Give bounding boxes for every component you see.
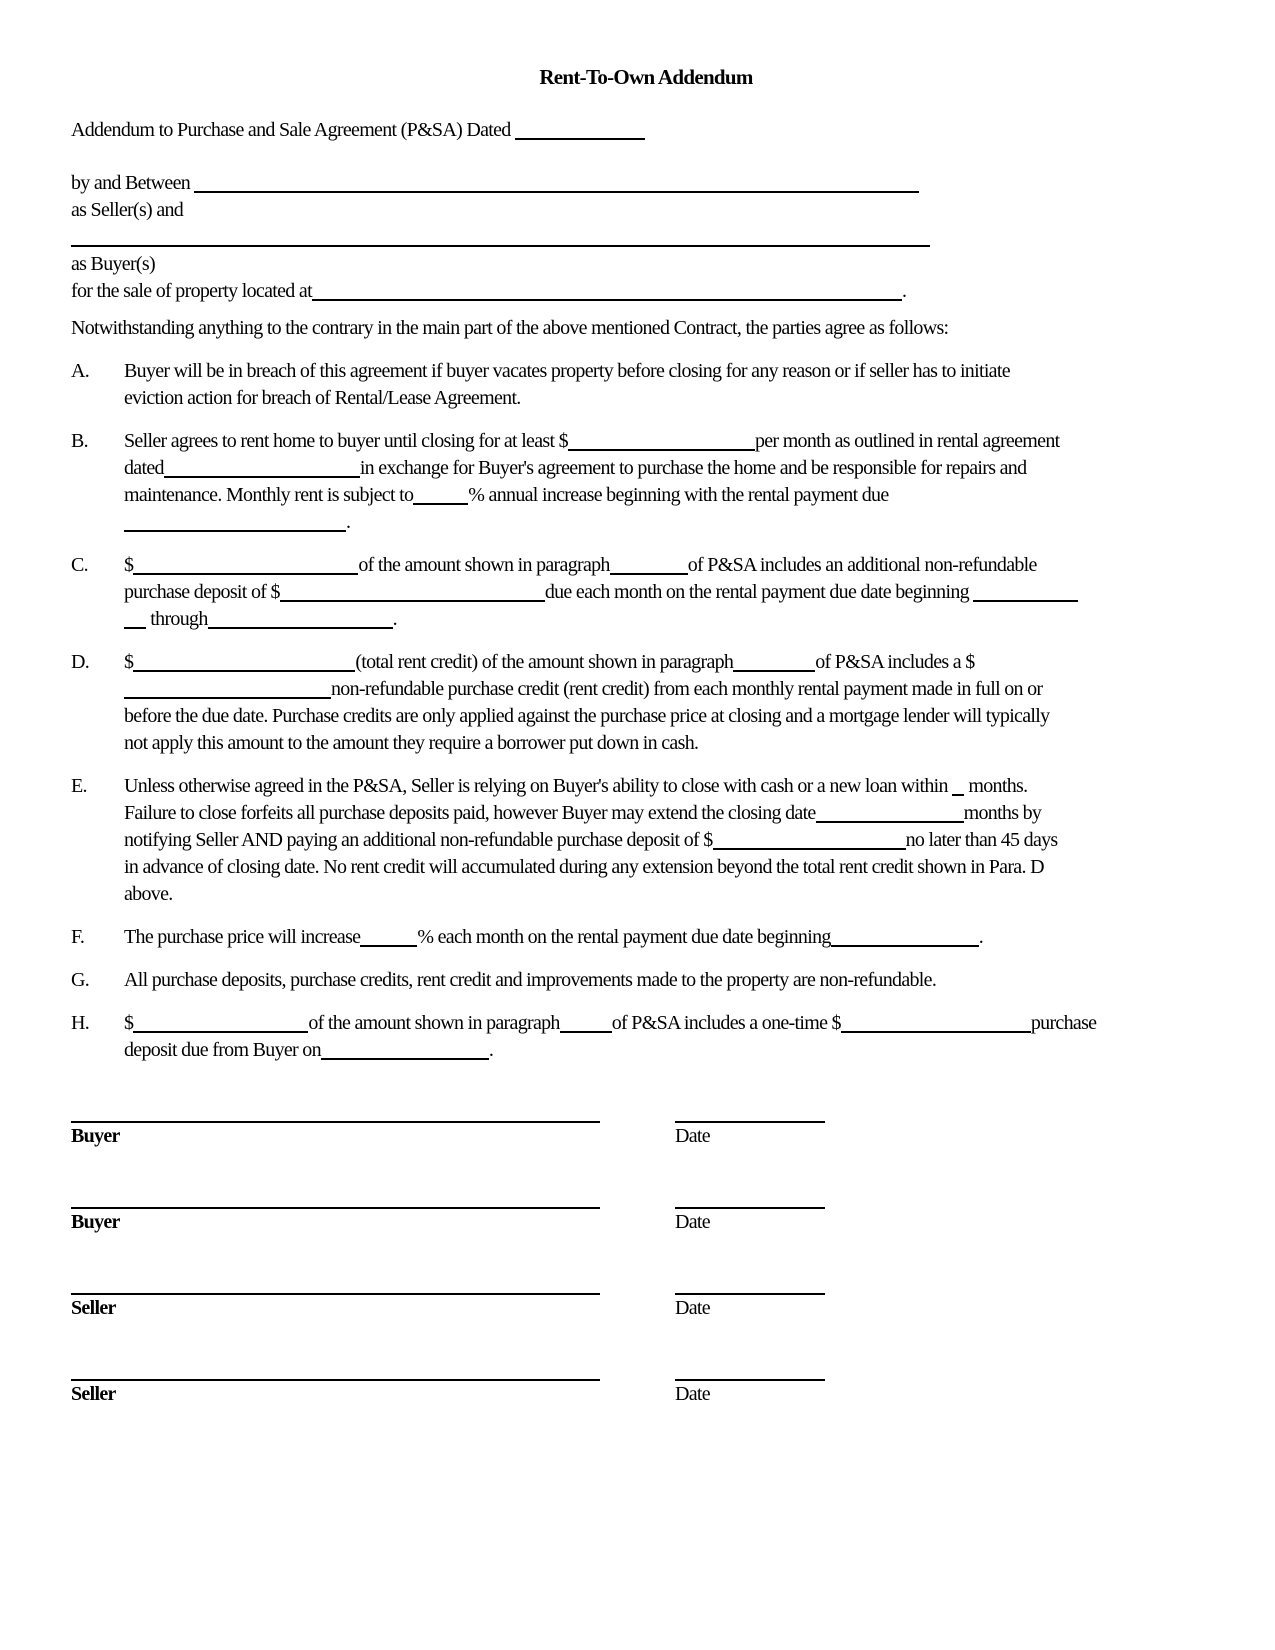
- section-label: A.: [71, 360, 90, 382]
- text-run: notifying Seller AND paying an additional non-refundable purchase deposit of $: [124, 829, 713, 851]
- text-run: before the due date. Purchase credits are only applied against the purchase price at closing and a mortgage lender will typically: [124, 705, 1050, 727]
- text-run: months by: [963, 802, 1042, 824]
- blank-field[interactable]: [124, 681, 331, 699]
- intro-line: [71, 315, 1221, 342]
- section-body: [124, 358, 1221, 412]
- text-run: of P&SA includes an additional non-refundable: [687, 554, 1037, 576]
- section-label: H.: [71, 1012, 90, 1034]
- section-line: [124, 358, 1221, 385]
- section-line: [124, 1010, 1221, 1037]
- signature-row-seller: [71, 1379, 1221, 1408]
- text-run: per month as outlined in rental agreement: [754, 430, 1060, 452]
- text-run: deposit due from Buyer on: [124, 1039, 321, 1061]
- signature-role-label: Seller: [71, 1297, 116, 1319]
- section-line: [124, 482, 1221, 509]
- blank-field[interactable]: [973, 584, 1078, 602]
- blank-field[interactable]: [312, 283, 902, 301]
- section-line: [124, 854, 1221, 881]
- signature-role-label: Buyer: [71, 1211, 120, 1233]
- text-run: (total rent credit) of the amount shown in paragraph: [355, 651, 734, 673]
- text-run: in advance of closing date. No rent credit will accumulated during any extension beyond the total rent credit shown in Para. D: [124, 856, 1044, 878]
- text-run: by and Between: [71, 172, 195, 194]
- section-body: [124, 924, 1221, 951]
- section-G: [71, 967, 1221, 994]
- text-run: The purchase price will increase: [124, 926, 361, 948]
- section-label: E.: [71, 775, 87, 797]
- section-F: [71, 924, 1221, 951]
- text-run: Addendum to Purchase and Sale Agreement (P&SA) Dated: [71, 119, 515, 141]
- section-label: F.: [71, 926, 85, 948]
- blank-field[interactable]: [164, 460, 360, 478]
- section-body: [124, 773, 1221, 908]
- text-run: no later than 45 days: [905, 829, 1058, 851]
- blank-field[interactable]: [713, 832, 906, 850]
- text-run: Unless otherwise agreed in the P&SA, Seller is relying on Buyer's ability to close with cash or a new loan within: [124, 775, 953, 797]
- section-line: [124, 385, 1221, 412]
- section-line: [124, 606, 1221, 633]
- sections-block: [71, 358, 1221, 1064]
- text-run: non-refundable purchase credit (rent credit) from each monthly rental payment made in full on or: [331, 678, 1043, 700]
- signature-row-buyer: [71, 1121, 1221, 1150]
- section-line: [124, 649, 1221, 676]
- intro-line: [71, 251, 1221, 278]
- section-line: [124, 509, 1221, 536]
- signature-column: [71, 1207, 600, 1236]
- blank-field[interactable]: [816, 805, 964, 823]
- section-D: [71, 649, 1221, 757]
- blank-field[interactable]: [733, 654, 815, 672]
- intro-line: [71, 224, 1221, 251]
- intro-line: [71, 170, 1221, 197]
- section-C: [71, 552, 1221, 633]
- date-column: [675, 1207, 825, 1236]
- text-run: as Seller(s) and: [71, 199, 184, 221]
- date-column: [675, 1293, 825, 1322]
- text-run: as Buyer(s): [71, 253, 155, 275]
- date-column: [675, 1379, 825, 1408]
- blank-field[interactable]: [413, 487, 468, 505]
- blank-field[interactable]: [952, 778, 964, 796]
- blank-field[interactable]: [124, 514, 346, 532]
- signature-column: [71, 1293, 600, 1322]
- section-line: [124, 827, 1221, 854]
- section-body: [124, 967, 1221, 994]
- text-run: of the amount shown in paragraph: [358, 554, 610, 576]
- text-run: not apply this amount to the amount they require a borrower put down in cash.: [124, 732, 699, 754]
- section-label: D.: [71, 651, 90, 673]
- section-line: [124, 967, 1221, 994]
- text-run: Buyer will be in breach of this agreement if buyer vacates property before closing for any reason or if seller has to initiate: [124, 360, 1010, 382]
- text-run: Seller agrees to rent home to buyer until closing for at least $: [124, 430, 568, 452]
- section-line: [124, 773, 1221, 800]
- section-B: [71, 428, 1221, 536]
- section-line: [124, 703, 1221, 730]
- text-run: in exchange for Buyer's agreement to purchase the home and be responsible for repairs and: [359, 457, 1027, 479]
- text-run: eviction action for breach of Rental/Lease Agreement.: [124, 387, 521, 409]
- section-line: [124, 428, 1221, 455]
- text-run: .: [901, 280, 907, 302]
- section-line: [124, 552, 1221, 579]
- section-body: [124, 552, 1221, 633]
- signature-column: [71, 1121, 600, 1150]
- blank-field[interactable]: [208, 611, 393, 629]
- text-run: % each month on the rental payment due date beginning: [417, 926, 831, 948]
- text-run: above.: [124, 883, 173, 905]
- text-run: through: [146, 608, 208, 630]
- date-column: [675, 1121, 825, 1150]
- date-label: Date: [675, 1125, 710, 1147]
- intro-line: [71, 117, 1221, 144]
- section-E: [71, 773, 1221, 908]
- blank-field[interactable]: [610, 557, 688, 575]
- signature-role-label: Buyer: [71, 1125, 120, 1147]
- section-line: [124, 1037, 1221, 1064]
- text-run: months.: [964, 775, 1028, 797]
- text-run: for the sale of property located at: [71, 280, 312, 302]
- section-body: [124, 1010, 1221, 1064]
- signature-row-buyer: [71, 1207, 1221, 1236]
- date-label: Date: [675, 1383, 710, 1405]
- text-run: .: [346, 511, 351, 533]
- signature-row-seller: [71, 1293, 1221, 1322]
- text-run: % annual increase beginning with the rental payment due: [468, 484, 889, 506]
- blank-field[interactable]: [560, 1015, 612, 1033]
- signature-role-label: Seller: [71, 1383, 116, 1405]
- section-body: [124, 649, 1221, 757]
- text-run: Failure to close forfeits all purchase deposits paid, however Buyer may extend the closing date: [124, 802, 816, 824]
- date-label: Date: [675, 1297, 710, 1319]
- text-run: $: [124, 554, 134, 576]
- text-run: $: [124, 1012, 134, 1034]
- section-line: [124, 800, 1221, 827]
- blank-field[interactable]: [321, 1042, 489, 1060]
- blank-field[interactable]: [360, 929, 417, 947]
- blank-field[interactable]: [133, 557, 358, 575]
- text-run: Notwithstanding anything to the contrary in the main part of the above mentioned Contract, the parties agree as follows:: [71, 317, 949, 339]
- blank-field[interactable]: [124, 611, 146, 629]
- section-A: [71, 358, 1221, 412]
- text-run: .: [488, 1039, 494, 1061]
- text-run: of P&SA includes a one-time $: [611, 1012, 841, 1034]
- blank-field[interactable]: [194, 175, 919, 193]
- text-run: purchase deposit of $: [124, 581, 280, 603]
- section-line: [124, 730, 1221, 757]
- text-run: of P&SA includes a $: [815, 651, 975, 673]
- document-title: Rent-To-Own Addendum: [539, 65, 753, 89]
- section-line: [124, 455, 1221, 482]
- section-H: [71, 1010, 1221, 1064]
- text-run: of the amount shown in paragraph: [308, 1012, 560, 1034]
- blank-field[interactable]: [515, 122, 645, 140]
- text-run: purchase: [1030, 1012, 1097, 1034]
- blank-field[interactable]: [133, 654, 355, 672]
- text-run: All purchase deposits, purchase credits, rent credit and improvements made to the property are non-refundable.: [124, 969, 937, 991]
- text-run: $: [124, 651, 134, 673]
- text-run: maintenance. Monthly rent is subject to: [124, 484, 414, 506]
- intro-line: [71, 197, 1221, 224]
- blank-field[interactable]: [568, 433, 755, 451]
- intro-line: [71, 278, 1221, 305]
- text-run: .: [392, 608, 397, 630]
- text-run: .: [978, 926, 983, 948]
- date-label: Date: [675, 1211, 710, 1233]
- intro-block: [71, 117, 1221, 342]
- section-line: [124, 924, 1221, 951]
- text-run: dated: [124, 457, 164, 479]
- section-label: C.: [71, 554, 88, 576]
- blank-field[interactable]: [831, 929, 979, 947]
- blank-field[interactable]: [280, 584, 545, 602]
- signature-block: [71, 1121, 1221, 1408]
- section-line: [124, 676, 1221, 703]
- section-line: [124, 579, 1221, 606]
- signature-column: [71, 1379, 600, 1408]
- section-label: B.: [71, 430, 88, 452]
- section-line: [124, 881, 1221, 908]
- blank-field[interactable]: [841, 1015, 1031, 1033]
- blank-field[interactable]: [133, 1015, 308, 1033]
- section-label: G.: [71, 969, 90, 991]
- blank-field[interactable]: [71, 229, 930, 247]
- text-run: due each month on the rental payment due date beginning: [544, 581, 974, 603]
- section-body: [124, 428, 1221, 536]
